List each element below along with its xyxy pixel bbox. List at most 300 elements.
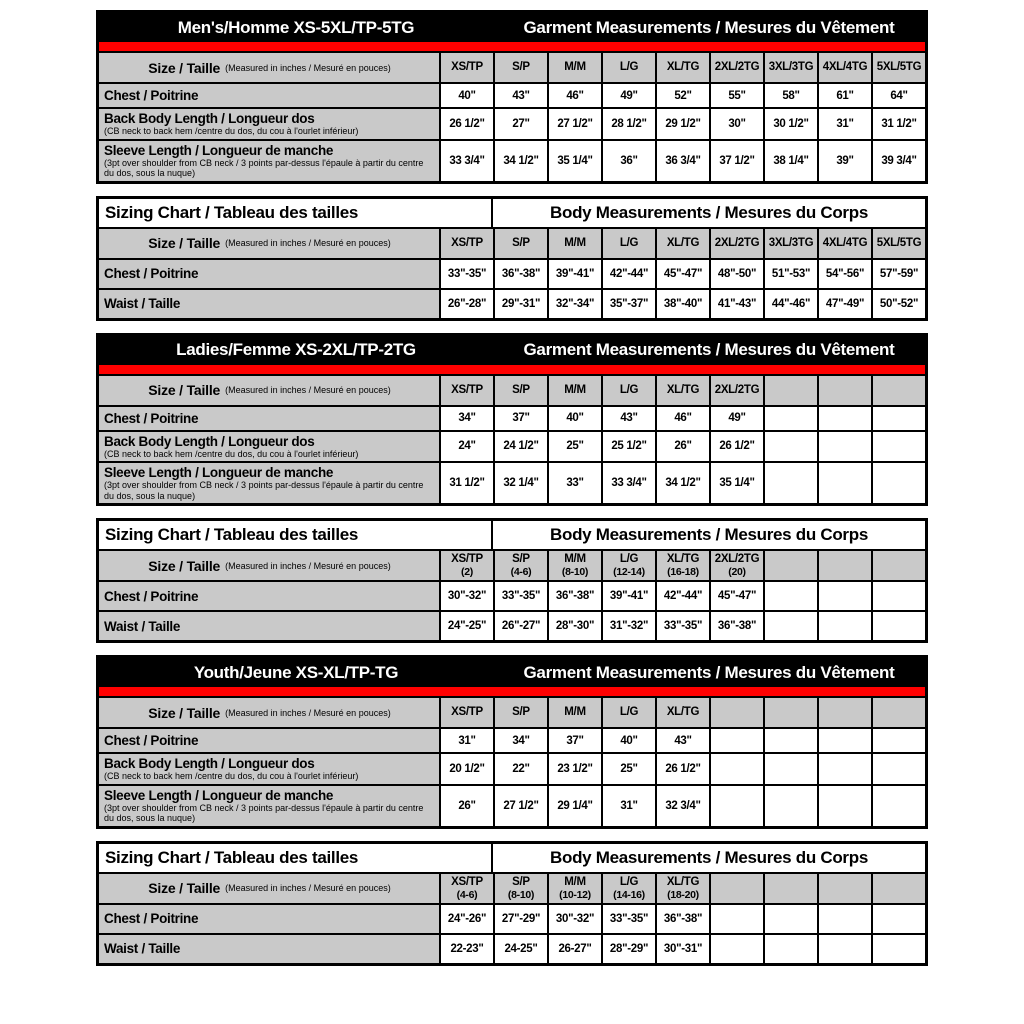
measurement-row	[99, 139, 925, 181]
size-column-header	[439, 874, 493, 903]
size-column-header	[871, 874, 925, 903]
size-column-sublabel: (2)	[461, 566, 473, 578]
row-label: Back Body Length / Longueur dos	[104, 111, 315, 126]
value-cell: 51"-53"	[763, 260, 817, 288]
value-cell: 39"-41"	[601, 582, 655, 610]
value-cell: 25"	[601, 754, 655, 784]
accent-stripe	[99, 365, 925, 376]
row-label: Sleeve Length / Longueur de manche	[104, 465, 334, 480]
value-cell: 28 1/2"	[601, 109, 655, 139]
size-column-sublabel: (18-20)	[667, 888, 699, 901]
size-unit-note: (Measured in inches / Mesuré en pouces)	[225, 707, 391, 718]
value-cell: 46"	[547, 84, 601, 107]
size-column-header	[601, 874, 655, 903]
value-cell: 24-25"	[493, 935, 547, 963]
size-label: Size / Taille	[148, 382, 221, 398]
size-column-label: L/G	[619, 875, 639, 888]
value-cell: 25"	[547, 432, 601, 462]
table-title-left: Men's/Homme XS-5XL/TP-5TG	[177, 17, 415, 37]
value-cell	[763, 432, 817, 462]
value-cell: 36"-38"	[547, 582, 601, 610]
value-cell: 36"-38"	[655, 905, 709, 933]
row-label: Chest / Poitrine	[104, 88, 199, 103]
size-column-label: S/P	[512, 383, 530, 396]
value-cell	[817, 754, 871, 784]
value-cell: 35"-37"	[601, 290, 655, 318]
value-cell: 43"	[493, 84, 547, 107]
size-column-label: 5XL/5TG	[876, 236, 922, 249]
value-cell: 26"-28"	[439, 290, 493, 318]
size-column-header	[763, 698, 817, 727]
youth-garment-header	[99, 658, 925, 687]
value-cell	[817, 432, 871, 462]
value-cell: 28"-30"	[547, 612, 601, 640]
size-column-header	[493, 698, 547, 727]
size-column-header	[709, 551, 763, 580]
size-column-label: M/M	[564, 553, 586, 565]
size-label-cell	[99, 698, 439, 727]
size-column-header	[871, 376, 925, 405]
row-label: Sleeve Length / Longueur de manche	[104, 787, 334, 803]
row-label-note: (CB neck to back hem /centre du dos, du cou à l'ourlet inférieur)	[104, 448, 359, 459]
value-cell	[817, 463, 871, 503]
size-column-label: XL/TG	[666, 236, 700, 249]
value-cell	[763, 407, 817, 430]
value-cell: 55"	[709, 84, 763, 107]
measurement-row	[99, 933, 925, 963]
size-column-header	[439, 551, 493, 580]
size-column-label: 3XL/3TG	[768, 61, 814, 73]
value-cell: 43"	[655, 729, 709, 752]
size-column-header	[493, 551, 547, 580]
value-cell	[763, 905, 817, 933]
mens-garment-header	[99, 13, 925, 42]
value-cell	[709, 754, 763, 784]
size-column-header	[871, 698, 925, 727]
size-column-sublabel: (12-14)	[613, 566, 645, 578]
size-header-row	[99, 53, 925, 82]
size-label-cell	[99, 874, 439, 903]
value-cell: 29 1/2"	[655, 109, 709, 139]
size-label: Size / Taille	[148, 880, 221, 896]
value-cell	[871, 905, 925, 933]
size-column-header	[655, 53, 709, 82]
row-label-cell	[99, 432, 439, 462]
value-cell	[817, 905, 871, 933]
row-label-note: (3pt over shoulder from CB neck / 3 points par-dessus l'épaule à partir du centre du dos, sous la nuque)	[104, 157, 424, 178]
value-cell: 26-27"	[547, 935, 601, 963]
size-unit-note: (Measured in inches / Mesuré en pouces)	[225, 238, 391, 248]
table-title-left: Sizing Chart / Tableau des tailles	[99, 521, 493, 549]
size-column-header	[709, 376, 763, 405]
value-cell: 27 1/2"	[547, 109, 601, 139]
size-column-sublabel: (14-16)	[613, 888, 645, 901]
table-title-left: Sizing Chart / Tableau des tailles	[99, 199, 493, 227]
value-cell: 49"	[709, 407, 763, 430]
size-column-label: XS/TP	[451, 61, 483, 73]
size-column-label: M/M	[564, 236, 586, 249]
value-cell: 36"-38"	[709, 612, 763, 640]
size-column-header	[871, 229, 925, 258]
value-cell: 22"	[493, 754, 547, 784]
value-cell: 24"	[439, 432, 493, 462]
measurement-row	[99, 288, 925, 318]
size-column-header	[817, 53, 871, 82]
value-cell: 31"	[817, 109, 871, 139]
value-cell: 24"-25"	[439, 612, 493, 640]
row-label-cell	[99, 582, 439, 610]
value-cell: 20 1/2"	[439, 754, 493, 784]
row-label-note: (3pt over shoulder from CB neck / 3 points par-dessus l'épaule à partir du centre du dos, sous la nuque)	[104, 802, 424, 823]
value-cell: 48"-50"	[709, 260, 763, 288]
size-label: Size / Taille	[148, 235, 221, 251]
value-cell	[871, 935, 925, 963]
value-cell: 42"-44"	[655, 582, 709, 610]
size-column-header	[493, 874, 547, 903]
size-column-sublabel: (20)	[728, 566, 746, 578]
size-column-label: L/G	[619, 553, 639, 565]
value-cell: 29 1/4"	[547, 786, 601, 826]
value-cell: 30"-32"	[547, 905, 601, 933]
row-label: Waist / Taille	[104, 941, 181, 956]
value-cell: 26"	[439, 786, 493, 826]
value-cell: 31 1/2"	[871, 109, 925, 139]
table-title-right: Garment Measurements / Mesures du Vêtement	[523, 340, 895, 359]
size-column-header	[763, 53, 817, 82]
size-header-row	[99, 549, 925, 580]
size-column-label: M/M	[564, 61, 586, 73]
measurement-row	[99, 903, 925, 933]
size-column-label: M/M	[564, 383, 586, 396]
size-column-label: XS/TP	[451, 553, 483, 565]
value-cell: 26"-27"	[493, 612, 547, 640]
size-label-cell	[99, 229, 439, 258]
value-cell: 47"-49"	[817, 290, 871, 318]
size-column-label: XL/TG	[666, 706, 700, 718]
value-cell: 24 1/2"	[493, 432, 547, 462]
size-label-cell	[99, 53, 439, 82]
value-cell	[871, 786, 925, 826]
size-column-label: XS/TP	[451, 236, 483, 249]
size-label-cell	[99, 551, 439, 580]
size-label: Size / Taille	[148, 59, 221, 76]
value-cell: 36"	[601, 141, 655, 181]
value-cell: 43"	[601, 407, 655, 430]
value-cell: 29"-31"	[493, 290, 547, 318]
table-title-left: Youth/Jeune XS-XL/TP-TG	[193, 662, 399, 682]
value-cell	[871, 463, 925, 503]
table-title-right: Garment Measurements / Mesures du Vêtement	[523, 662, 895, 682]
size-column-label: 2XL/2TG	[714, 553, 760, 565]
value-cell: 31"	[601, 786, 655, 826]
value-cell	[709, 935, 763, 963]
value-cell: 32 3/4"	[655, 786, 709, 826]
value-cell: 30"-31"	[655, 935, 709, 963]
table-title-right: Body Measurements / Mesures du Corps	[550, 202, 868, 222]
accent-stripe	[99, 42, 925, 53]
value-cell: 33"-35"	[655, 612, 709, 640]
size-column-header	[493, 376, 547, 405]
value-cell: 34 1/2"	[493, 141, 547, 181]
size-column-header	[439, 376, 493, 405]
value-cell: 40"	[547, 407, 601, 430]
ladies-body-header	[99, 521, 925, 549]
value-cell	[871, 582, 925, 610]
value-cell: 58"	[763, 84, 817, 107]
measurement-row	[99, 258, 925, 288]
size-header-row	[99, 376, 925, 405]
row-label: Chest / Poitrine	[104, 733, 199, 748]
value-cell: 30 1/2"	[763, 109, 817, 139]
size-column-header	[763, 376, 817, 405]
table-title-left: Ladies/Femme XS-2XL/TP-2TG	[176, 340, 416, 359]
table-title-right: Body Measurements / Mesures du Corps	[550, 525, 868, 544]
mens-garment-table	[96, 10, 928, 184]
row-label: Chest / Poitrine	[104, 588, 199, 604]
size-column-header	[547, 53, 601, 82]
value-cell: 36"-38"	[493, 260, 547, 288]
value-cell: 49"	[601, 84, 655, 107]
size-column-header	[763, 229, 817, 258]
size-column-label: 3XL/3TG	[768, 236, 814, 249]
youth-body-table	[96, 841, 928, 966]
size-column-header	[439, 698, 493, 727]
value-cell	[817, 935, 871, 963]
mens-body-table	[96, 196, 928, 321]
size-column-label: 2XL/2TG	[714, 236, 760, 249]
size-column-label: XL/TG	[666, 875, 700, 888]
size-column-label: M/M	[564, 706, 586, 718]
measurement-row	[99, 784, 925, 826]
row-label: Waist / Taille	[104, 618, 181, 634]
value-cell: 33 3/4"	[439, 141, 493, 181]
size-column-label: XL/TG	[666, 553, 700, 565]
value-cell: 35 1/4"	[709, 463, 763, 503]
value-cell: 33"-35"	[493, 582, 547, 610]
value-cell: 39 3/4"	[871, 141, 925, 181]
size-column-label: 2XL/2TG	[714, 383, 760, 396]
size-unit-note: (Measured in inches / Mesuré en pouces)	[225, 62, 391, 73]
size-column-header	[439, 53, 493, 82]
size-column-header	[493, 53, 547, 82]
row-label: Back Body Length / Longueur dos	[104, 433, 315, 449]
row-label-note: (CB neck to back hem /centre du dos, du cou à l'ourlet inférieur)	[104, 771, 359, 781]
size-column-header	[655, 376, 709, 405]
size-column-header	[655, 229, 709, 258]
size-column-header	[547, 229, 601, 258]
measurement-row	[99, 727, 925, 752]
row-label: Chest / Poitrine	[104, 266, 199, 281]
size-column-label: XS/TP	[451, 383, 483, 396]
size-column-header	[763, 551, 817, 580]
size-column-header	[493, 229, 547, 258]
row-label-cell	[99, 463, 439, 503]
value-cell: 26"	[655, 432, 709, 462]
value-cell: 26 1/2"	[439, 109, 493, 139]
measurement-row	[99, 107, 925, 139]
ladies-body-table	[96, 518, 928, 643]
value-cell: 44"-46"	[763, 290, 817, 318]
value-cell: 45"-47"	[655, 260, 709, 288]
size-column-header	[871, 53, 925, 82]
value-cell: 33"-35"	[601, 905, 655, 933]
size-column-label: L/G	[619, 383, 639, 396]
measurement-row	[99, 405, 925, 430]
value-cell: 33"	[547, 463, 601, 503]
value-cell	[871, 432, 925, 462]
value-cell: 31"	[439, 729, 493, 752]
mens-body-header	[99, 199, 925, 227]
row-label-note: (CB neck to back hem /centre du dos, du cou à l'ourlet inférieur)	[104, 126, 359, 136]
size-column-header	[655, 551, 709, 580]
size-column-header	[601, 229, 655, 258]
size-column-header	[547, 551, 601, 580]
size-column-label: XL/TG	[666, 61, 700, 73]
row-label-cell	[99, 109, 439, 139]
size-header-row	[99, 227, 925, 258]
value-cell: 33 3/4"	[601, 463, 655, 503]
size-column-label: 4XL/4TG	[822, 236, 868, 249]
size-column-label: S/P	[512, 553, 530, 565]
size-column-label: S/P	[512, 875, 530, 888]
value-cell: 40"	[439, 84, 493, 107]
size-label: Size / Taille	[148, 704, 221, 721]
row-label: Back Body Length / Longueur dos	[104, 756, 315, 771]
row-label: Chest / Poitrine	[104, 410, 199, 426]
size-column-label: 4XL/4TG	[822, 61, 868, 73]
size-column-header	[817, 551, 871, 580]
size-column-header	[601, 551, 655, 580]
measurement-row	[99, 430, 925, 462]
size-column-header	[817, 874, 871, 903]
value-cell: 52"	[655, 84, 709, 107]
size-header-row	[99, 872, 925, 903]
size-column-sublabel: (8-10)	[561, 566, 589, 578]
value-cell	[817, 786, 871, 826]
size-column-label: L/G	[619, 706, 639, 718]
value-cell: 38"-40"	[655, 290, 709, 318]
ladies-garment-header	[99, 336, 925, 365]
row-label: Chest / Poitrine	[104, 911, 199, 926]
value-cell	[817, 582, 871, 610]
size-column-header	[547, 874, 601, 903]
measurement-row	[99, 82, 925, 107]
table-title-right: Body Measurements / Mesures du Corps	[550, 847, 868, 867]
size-column-header	[763, 874, 817, 903]
size-column-header	[601, 53, 655, 82]
size-unit-note: (Measured in inches / Mesuré en pouces)	[225, 883, 391, 893]
row-label-cell	[99, 141, 439, 181]
value-cell	[871, 612, 925, 640]
size-column-label: L/G	[619, 61, 639, 73]
value-cell: 34"	[439, 407, 493, 430]
table-title-right: Garment Measurements / Mesures du Vêtement	[523, 17, 895, 37]
row-label-cell	[99, 786, 439, 826]
value-cell: 32"-34"	[547, 290, 601, 318]
value-cell: 37 1/2"	[709, 141, 763, 181]
size-unit-note: (Measured in inches / Mesuré en pouces)	[225, 560, 391, 571]
size-column-sublabel: (8-10)	[507, 888, 535, 901]
size-column-label: S/P	[512, 236, 530, 249]
size-column-label: S/P	[512, 706, 530, 718]
measurement-row	[99, 752, 925, 784]
value-cell: 27"	[493, 109, 547, 139]
size-column-label: S/P	[512, 61, 530, 73]
measurement-row	[99, 580, 925, 610]
size-column-label: 2XL/2TG	[714, 61, 760, 73]
value-cell: 27"-29"	[493, 905, 547, 933]
size-column-header	[547, 698, 601, 727]
row-label-cell	[99, 935, 439, 963]
value-cell: 39"-41"	[547, 260, 601, 288]
row-label-cell	[99, 407, 439, 430]
table-title-left: Sizing Chart / Tableau des tailles	[99, 844, 493, 872]
row-label-cell	[99, 905, 439, 933]
row-label-note: (3pt over shoulder from CB neck / 3 points par-dessus l'épaule à partir du centre du dos, sous la nuque)	[104, 480, 424, 501]
size-column-header	[601, 698, 655, 727]
value-cell: 45"-47"	[709, 582, 763, 610]
value-cell	[871, 407, 925, 430]
size-column-header	[817, 229, 871, 258]
value-cell: 54"-56"	[817, 260, 871, 288]
value-cell: 57"-59"	[871, 260, 925, 288]
row-label-cell	[99, 290, 439, 318]
value-cell	[871, 754, 925, 784]
value-cell: 41"-43"	[709, 290, 763, 318]
value-cell: 25 1/2"	[601, 432, 655, 462]
value-cell: 24"-26"	[439, 905, 493, 933]
size-column-label: 5XL/5TG	[876, 61, 922, 73]
size-column-label: XL/TG	[666, 383, 700, 396]
youth-garment-table	[96, 655, 928, 829]
size-column-label: M/M	[564, 875, 586, 888]
value-cell	[763, 786, 817, 826]
value-cell: 64"	[871, 84, 925, 107]
value-cell: 40"	[601, 729, 655, 752]
value-cell: 50"-52"	[871, 290, 925, 318]
row-label-cell	[99, 84, 439, 107]
value-cell: 27 1/2"	[493, 786, 547, 826]
value-cell: 33"-35"	[439, 260, 493, 288]
youth-body-header	[99, 844, 925, 872]
row-label: Waist / Taille	[104, 296, 181, 311]
value-cell: 34 1/2"	[655, 463, 709, 503]
value-cell	[817, 407, 871, 430]
row-label: Sleeve Length / Longueur de manche	[104, 142, 334, 158]
value-cell: 31"-32"	[601, 612, 655, 640]
size-column-label: XS/TP	[451, 706, 483, 718]
value-cell: 31 1/2"	[439, 463, 493, 503]
accent-stripe	[99, 687, 925, 698]
size-column-sublabel: (16-18)	[667, 566, 699, 578]
measurement-row	[99, 461, 925, 503]
size-column-header	[709, 698, 763, 727]
value-cell: 28"-29"	[601, 935, 655, 963]
size-column-header	[817, 376, 871, 405]
value-cell: 30"	[709, 109, 763, 139]
value-cell	[817, 612, 871, 640]
value-cell: 39"	[817, 141, 871, 181]
value-cell	[709, 786, 763, 826]
size-column-label: L/G	[619, 236, 639, 249]
size-column-header	[709, 229, 763, 258]
value-cell: 30"-32"	[439, 582, 493, 610]
value-cell	[763, 754, 817, 784]
size-column-sublabel: (4-6)	[510, 566, 532, 578]
row-label-cell	[99, 612, 439, 640]
size-column-header	[817, 698, 871, 727]
value-cell: 26 1/2"	[655, 754, 709, 784]
